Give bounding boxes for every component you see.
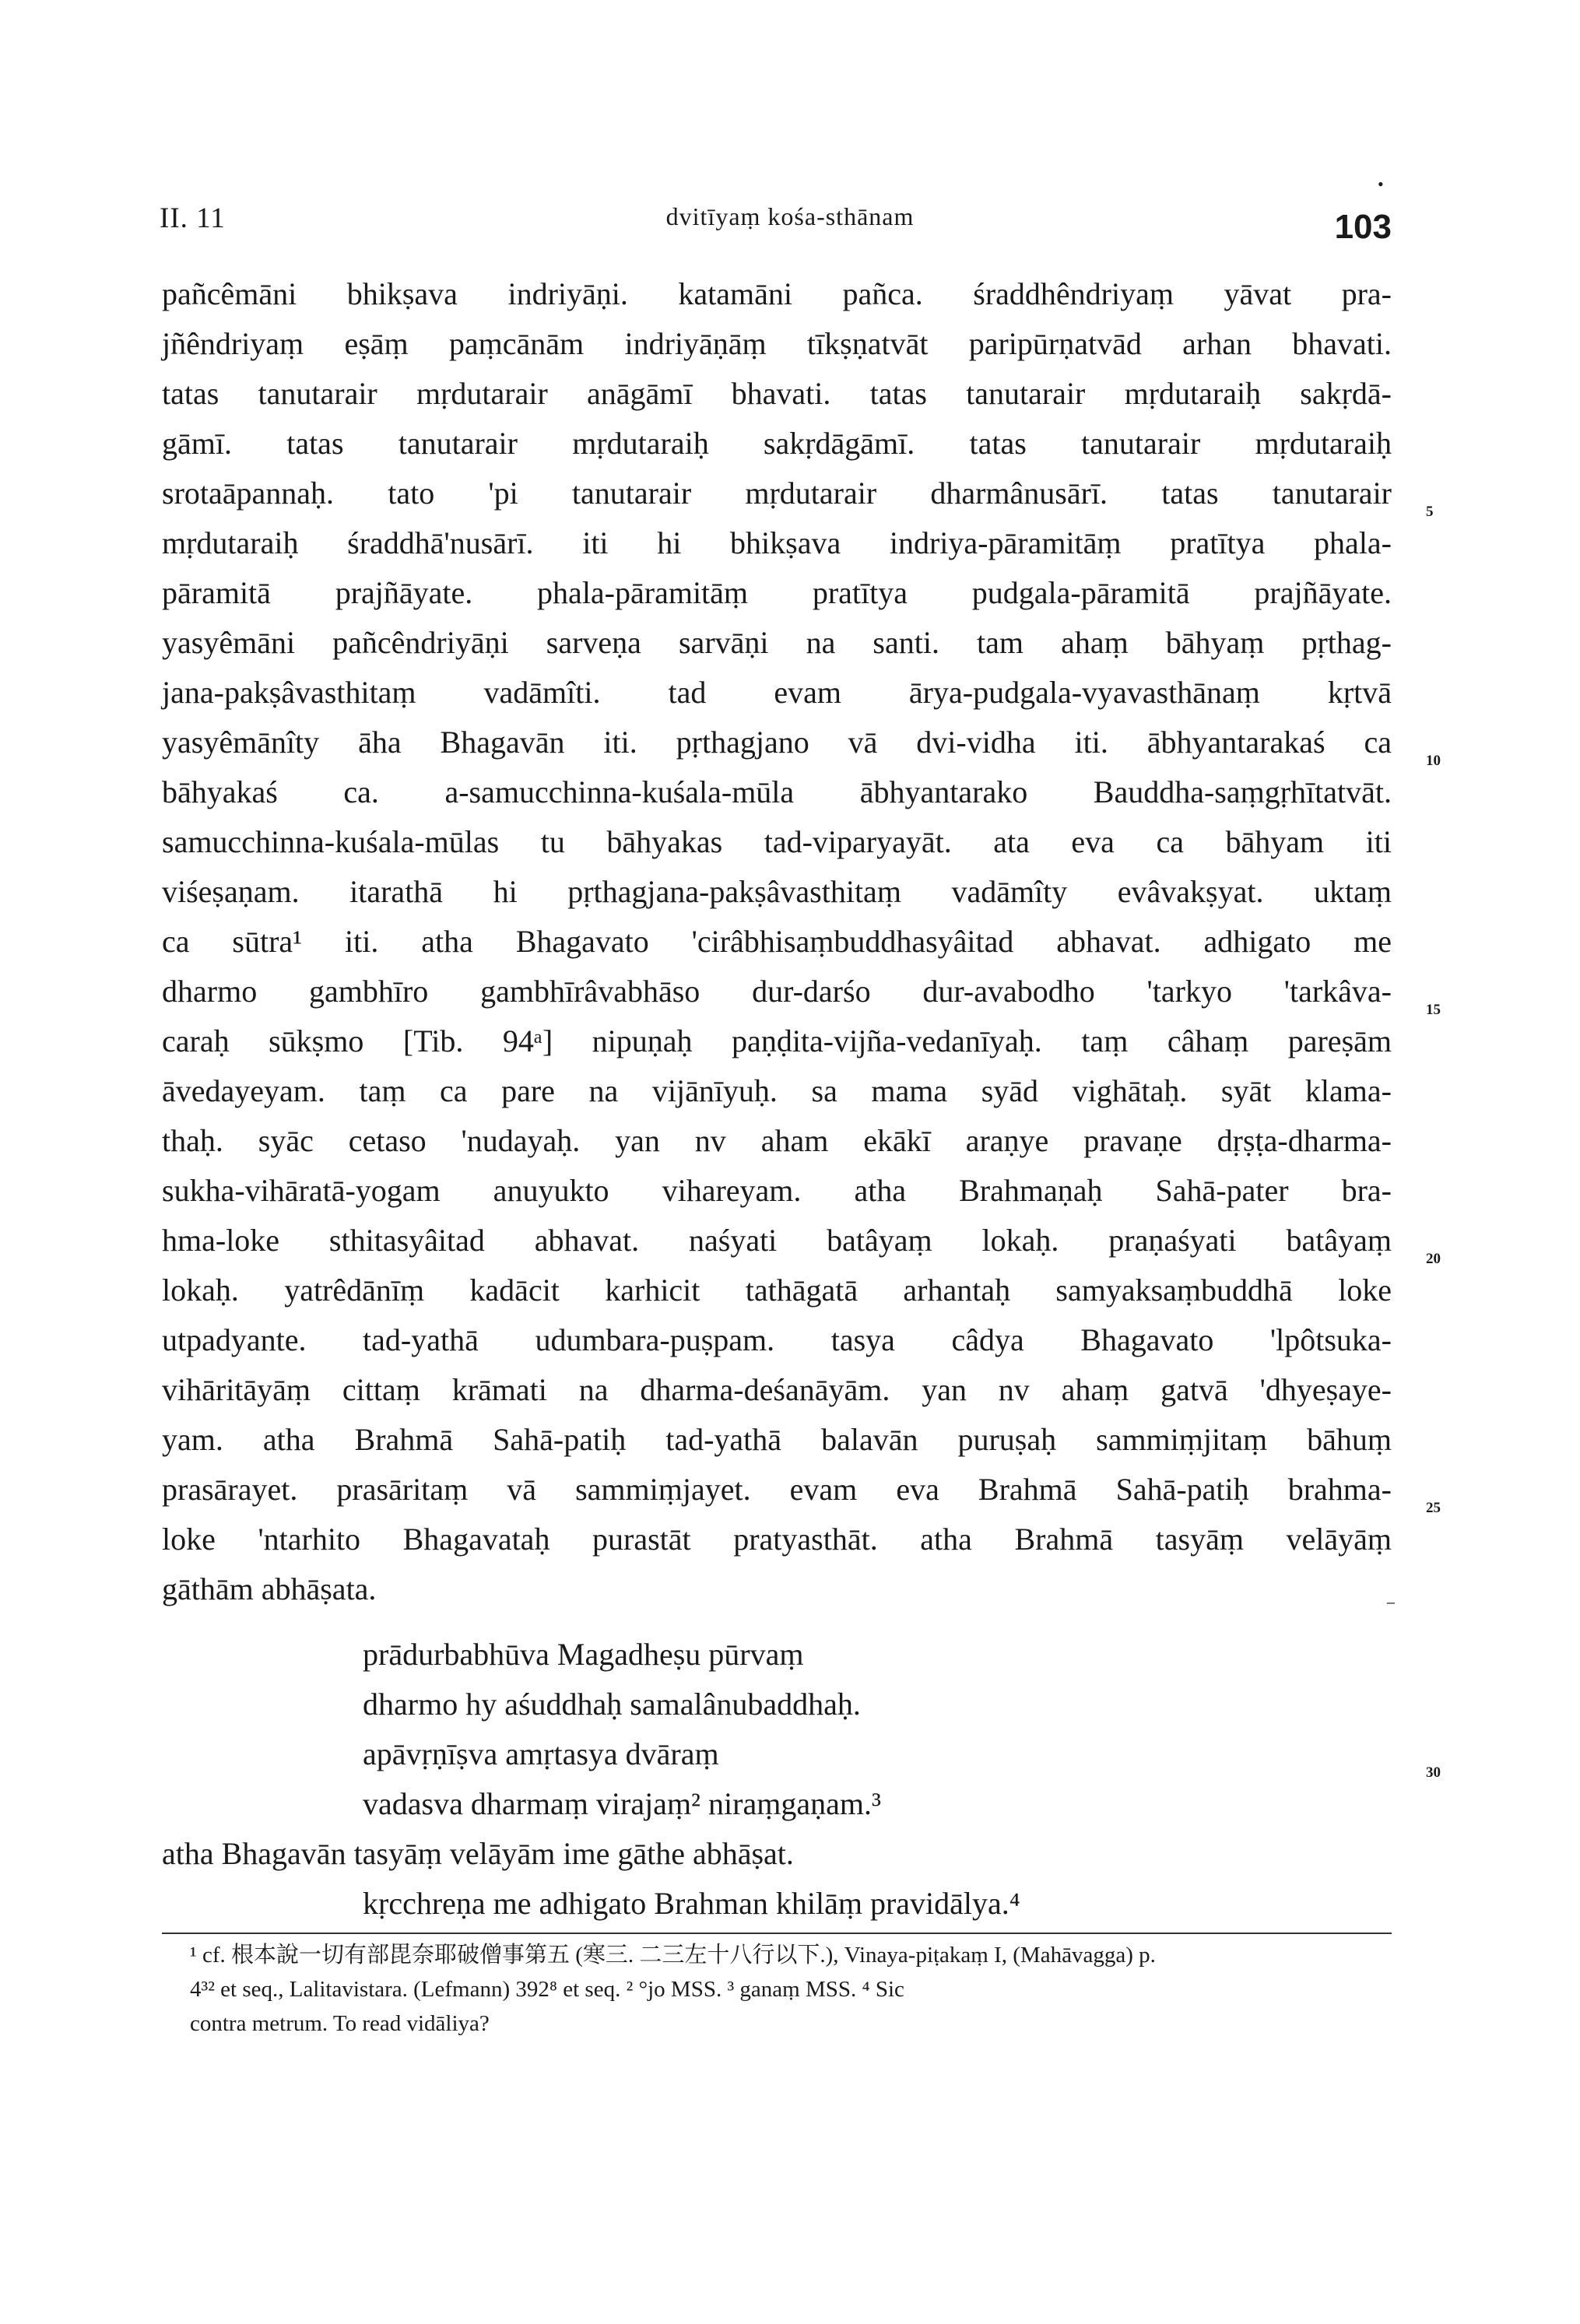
body-line: bāhyakaś ca. a-samucchinna-kuśala-mūla ābhyantarako Bauddha-saṃgṛhītatvāt. xyxy=(162,774,1392,809)
page-number: 103 xyxy=(1334,208,1392,246)
footnote-rule xyxy=(162,1933,1392,1934)
body-line: dharmo gambhīro gambhīrâvabhāso dur-darśo dur-avabodho 'tarkyo 'tarkâva- xyxy=(162,974,1392,1009)
body-line: samucchinna-kuśala-mūlas tu bāhyakas tad-viparyayāt. ata eva ca bāhyam iti xyxy=(162,824,1392,859)
margin-line-number: 20 xyxy=(1426,1251,1441,1267)
body-line: jana-pakṣâvasthitaṃ vadāmîti. tad evam ārya-pudgala-vyavasthānaṃ kṛtvā xyxy=(162,675,1392,710)
margin-line-number: 30 xyxy=(1426,1764,1441,1781)
body-line: yasyêmānîty āha Bhagavān iti. pṛthagjano vā dvi-vidha iti. ābhyantarakaś ca xyxy=(162,725,1392,760)
footnote-line: ¹ cf. 根本說一切有部毘奈耶破僧事第五 (寒三. 二三左十八行以下.), Vinaya-piṭakaṃ I, (Mahāvagga) p. xyxy=(190,1943,1156,1968)
body-line: viśeṣaṇam. itarathā hi pṛthagjana-pakṣâvasthitaṃ vadāmîty evâvakṣyat. uktaṃ xyxy=(162,874,1392,909)
body-line: sukha-vihāratā-yogam anuyukto vihareyam. atha Brahmaṇaḥ Sahā-pater bra- xyxy=(162,1173,1392,1208)
body-line: pāramitā prajñāyate. phala-pāramitāṃ pratītya pudgala-pāramitā prajñāyate. xyxy=(162,575,1392,610)
body-line: prasārayet. prasāritaṃ vā sammiṃjayet. evam eva Brahmā Sahā-patiḥ brahma- xyxy=(162,1472,1392,1507)
margin-line-number: 10 xyxy=(1426,753,1441,769)
chapter-reference: II. 11 xyxy=(160,202,226,234)
body-line: tatas tanutarair mṛdutarair anāgāmī bhavati. tatas tanutarair mṛdutaraiḥ sakṛdā- xyxy=(162,376,1392,411)
body-line: hma-loke sthitasyâitad abhavat. naśyati batâyaṃ lokaḥ. praṇaśyati batâyaṃ xyxy=(162,1223,1392,1258)
body-line: yasyêmāni pañcêndriyāṇi sarveṇa sarvāṇi na santi. tam ahaṃ bāhyaṃ pṛthag- xyxy=(162,625,1392,660)
body-line: utpadyante. tad-yathā udumbara-puṣpam. tasya câdya Bhagavato 'lpôtsuka- xyxy=(162,1322,1392,1357)
margin-mark: ⁻ xyxy=(1385,1596,1396,1618)
body-line: vihāritāyāṃ cittaṃ krāmati na dharma-deśanāyām. yan nv ahaṃ gatvā 'dhyeṣaye- xyxy=(162,1372,1392,1407)
body-line: atha Bhagavān tasyāṃ velāyām ime gāthe abhāṣat. xyxy=(162,1836,794,1871)
body-line: caraḥ sūkṣmo [Tib. 94ᵃ] nipuṇaḥ paṇḍita-vijña-vedanīyaḥ. taṃ câhaṃ pareṣām xyxy=(162,1023,1392,1058)
verse-line: vadasva dharmaṃ virajaṃ² niraṃgaṇam.³ xyxy=(363,1786,881,1821)
body-line: gāmī. tatas tanutarair mṛdutaraiḥ sakṛdāgāmī. tatas tanutarair mṛdutaraiḥ xyxy=(162,426,1392,461)
body-line: lokaḥ. yatrêdānīṃ kadācit karhicit tathāgatā arhantaḥ samyaksaṃbuddhā loke xyxy=(162,1273,1392,1308)
verse-line: dharmo hy aśuddhaḥ samalânubaddhaḥ. xyxy=(363,1687,861,1722)
body-line: ca sūtra¹ iti. atha Bhagavato 'cirâbhisaṃbuddhasyâitad abhavat. adhigato me xyxy=(162,924,1392,959)
body-line: yam. atha Brahmā Sahā-patiḥ tad-yathā balavān puruṣaḥ sammiṃjitaṃ bāhuṃ xyxy=(162,1422,1392,1457)
body-line: jñêndriyaṃ eṣāṃ paṃcānām indriyāṇāṃ tīkṣṇatvāt paripūrṇatvād arhan bhavati. xyxy=(162,326,1392,361)
verse-line: apāvṛṇīṣva amṛtasya dvāraṃ xyxy=(363,1736,719,1771)
body-line: āvedayeyam. taṃ ca pare na vijānīyuḥ. sa mama syād vighātaḥ. syāt klama- xyxy=(162,1073,1392,1108)
ink-speck: • xyxy=(1378,174,1384,194)
body-line: thaḥ. syāc cetaso 'nudayaḥ. yan nv aham ekākī araṇye pravaṇe dṛṣṭa-dharma- xyxy=(162,1123,1392,1158)
footnote-line: 4³² et seq., Lalitavistara. (Lefmann) 392⁸ et seq. ² °jo MSS. ³ ganaṃ MSS. ⁴ Sic xyxy=(190,1977,904,2002)
body-line: mṛdutaraiḥ śraddhā'nusārī. iti hi bhikṣava indriya-pāramitāṃ pratītya phala- xyxy=(162,525,1392,560)
margin-line-number: 5 xyxy=(1426,504,1434,520)
body-line: srotaāpannaḥ. tato 'pi tanutarair mṛdutarair dharmânusārī. tatas tanutarair xyxy=(162,476,1392,511)
verse-line: kṛcchreṇa me adhigato Brahman khilāṃ pravidālya.⁴ xyxy=(363,1886,1020,1921)
running-title: dvitīyaṃ kośa-sthānam xyxy=(665,202,915,230)
margin-line-number: 25 xyxy=(1426,1500,1441,1516)
body-line: gāthām abhāṣata. xyxy=(162,1571,377,1606)
footnote-line: contra metrum. To read vidāliya? xyxy=(190,2011,490,2036)
body-line: pañcêmāni bhikṣava indriyāṇi. katamāni pañca. śraddhêndriyaṃ yāvat pra- xyxy=(162,276,1392,311)
verse-line: prādurbabhūva Magadheṣu pūrvaṃ xyxy=(363,1637,804,1672)
margin-line-number: 15 xyxy=(1426,1002,1441,1018)
body-line: loke 'ntarhito Bhagavataḥ purastāt pratyasthāt. atha Brahmā tasyāṃ velāyāṃ xyxy=(162,1522,1392,1557)
